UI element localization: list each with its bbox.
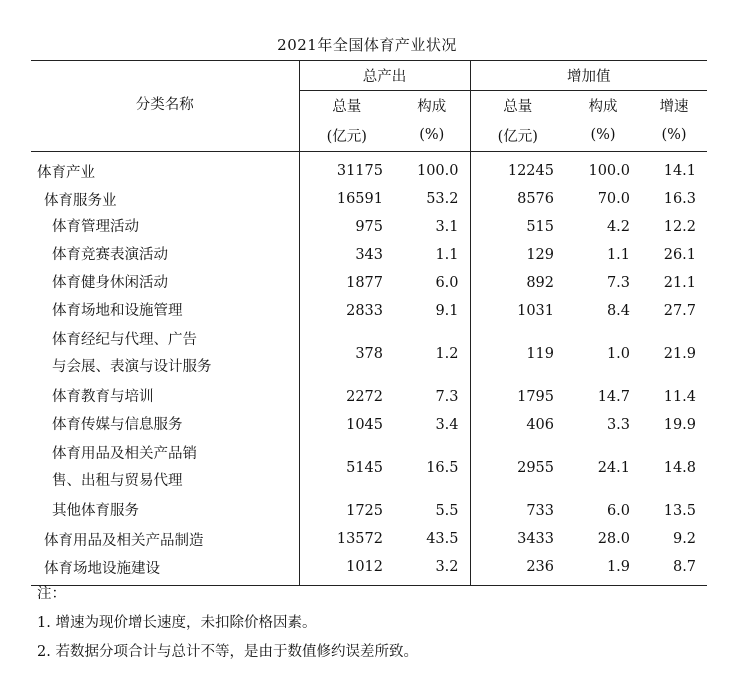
- row-name: 其他体育服务: [31, 497, 299, 525]
- row-name-two-line: [31, 325, 299, 383]
- output-total-cell: 2272: [346, 389, 383, 405]
- va-share-cell: 7.3: [606, 275, 630, 291]
- va-share-cell: 14.7: [597, 389, 630, 405]
- output-total-cell: 5145: [346, 460, 383, 476]
- va-total-cell: 406: [526, 417, 554, 433]
- va-share-cell: 24.1: [597, 460, 630, 476]
- row-name: 体育服务业: [31, 185, 299, 213]
- note-item: 1. 增速为现价增长速度，未扣除价格因素。: [37, 615, 317, 631]
- va-share-header: 构成: [588, 98, 618, 115]
- growth-cell: 14.8: [663, 460, 697, 476]
- table-row: [31, 411, 707, 439]
- sports-industry-table: [31, 60, 707, 586]
- output-share-unit: (%): [394, 119, 470, 152]
- table-title: 2021年全国体育产业状况: [277, 36, 457, 54]
- table-row: [31, 152, 707, 186]
- row-name: 体育场地和设施管理: [31, 297, 299, 325]
- output-share-cell: 100.0: [394, 152, 470, 186]
- va-total-unit: (亿元): [497, 128, 538, 145]
- growth-cell: 21.1: [663, 275, 697, 291]
- growth-cell: 26.1: [663, 247, 697, 263]
- growth-cell: 16.3: [663, 191, 697, 207]
- output-total-cell: 16591: [336, 191, 383, 207]
- va-share-cell: 1.9: [565, 553, 641, 586]
- growth-cell: 9.2: [672, 531, 697, 547]
- growth-cell: 11.4: [663, 389, 697, 405]
- growth-cell: 8.7: [641, 553, 707, 586]
- va-total-cell: 236: [470, 553, 565, 586]
- table-row: [31, 439, 707, 497]
- output-share-cell: 7.3: [394, 383, 470, 411]
- row-name: 体育竞赛表演活动: [31, 241, 299, 269]
- output-total-cell: 1877: [346, 275, 383, 291]
- va-share-cell: 28.0: [597, 531, 630, 547]
- row-name-line-1: 体育经纪与代理、广告: [52, 332, 197, 348]
- va-total-header: 总量: [503, 98, 533, 115]
- output-share-header: 构成: [394, 91, 470, 120]
- va-total-cell: 129: [526, 247, 554, 263]
- row-name-two-line: [31, 439, 299, 497]
- va-total-cell: 2955: [517, 460, 554, 476]
- va-share-cell: 1.1: [606, 247, 630, 263]
- output-share-cell: 6.0: [394, 269, 470, 297]
- output-share-cell: 16.5: [394, 439, 470, 497]
- va-share-cell: 4.2: [606, 219, 630, 235]
- row-name: 体育管理活动: [31, 213, 299, 241]
- va-total-cell: 515: [526, 219, 554, 235]
- growth-cell: 19.9: [663, 417, 697, 433]
- va-total-cell: 733: [526, 503, 554, 519]
- growth-cell: 14.1: [641, 152, 707, 186]
- output-total-cell: 343: [355, 247, 383, 263]
- output-share-cell: 3.1: [394, 213, 470, 241]
- va-growth-header: 增速: [659, 98, 689, 115]
- va-share-cell: 8.4: [606, 303, 630, 319]
- output-share-cell: 9.1: [394, 297, 470, 325]
- va-total-cell: 3433: [517, 531, 554, 547]
- row-name-line-1: 体育用品及相关产品销: [52, 446, 197, 462]
- row-name: 体育传媒与信息服务: [31, 411, 299, 439]
- va-share-cell: 70.0: [597, 191, 630, 207]
- growth-cell: 21.9: [663, 346, 697, 362]
- va-share-unit: (%): [590, 127, 616, 143]
- notes-heading: 注：: [37, 586, 66, 602]
- table-row: [31, 241, 707, 269]
- va-total-cell: 892: [526, 275, 554, 291]
- output-share-cell: 43.5: [394, 525, 470, 553]
- table-row: [31, 325, 707, 383]
- va-share-cell: 3.3: [606, 417, 630, 433]
- row-name: 体育健身休闲活动: [31, 269, 299, 297]
- output-share-cell: 3.4: [394, 411, 470, 439]
- output-group-header: 总产出: [299, 61, 470, 91]
- output-total-cell: 378: [355, 346, 383, 362]
- va-share-cell: 100.0: [565, 152, 641, 186]
- va-total-cell: 8576: [517, 191, 554, 207]
- va-growth-unit: (%): [661, 127, 687, 143]
- output-total-cell: 2833: [346, 303, 383, 319]
- table-row: [31, 297, 707, 325]
- output-share-cell: 3.2: [394, 553, 470, 586]
- va-total-cell: 1031: [517, 303, 554, 319]
- output-total-cell: 975: [355, 219, 383, 235]
- table-row: [31, 213, 707, 241]
- note-item: 2. 若数据分项合计与总计不等，是由于数值修约误差所致。: [37, 644, 418, 660]
- row-name-line-2: 售、出租与贸易代理: [52, 473, 183, 489]
- growth-cell: 27.7: [663, 303, 697, 319]
- growth-cell: 13.5: [663, 503, 697, 519]
- output-share-cell: 1.1: [394, 241, 470, 269]
- row-name: 体育教育与培训: [31, 383, 299, 411]
- value-added-group-header: 增加值: [470, 61, 707, 91]
- output-total-unit: (亿元): [326, 128, 367, 145]
- output-share-cell: 1.2: [394, 325, 470, 383]
- output-share-cell: 5.5: [394, 497, 470, 525]
- output-total-cell: 31175: [299, 152, 394, 186]
- va-share-cell: 6.0: [606, 503, 630, 519]
- va-total-cell: 1795: [517, 389, 554, 405]
- row-name: 体育产业: [31, 152, 299, 186]
- growth-cell: 12.2: [663, 219, 697, 235]
- table-row: [31, 497, 707, 525]
- table-notes: [37, 580, 418, 667]
- output-total-cell: 1045: [346, 417, 383, 433]
- table-row: [31, 185, 707, 213]
- output-total-cell: 1725: [346, 503, 383, 519]
- va-total-cell: 12245: [470, 152, 565, 186]
- row-name: 体育用品及相关产品制造: [31, 525, 299, 553]
- category-header: 分类名称: [31, 61, 299, 152]
- output-share-cell: 53.2: [394, 185, 470, 213]
- output-total-header: 总量: [332, 98, 362, 115]
- table-row: [31, 383, 707, 411]
- row-name: 体育场地设施建设: [31, 553, 299, 586]
- table-row: [31, 269, 707, 297]
- row-name-line-2: 与会展、表演与设计服务: [52, 359, 212, 375]
- output-total-cell: 1012: [299, 553, 394, 586]
- output-total-cell: 13572: [336, 531, 383, 547]
- table-row: [31, 525, 707, 553]
- va-share-cell: 1.0: [606, 346, 630, 362]
- va-total-cell: 119: [526, 346, 554, 362]
